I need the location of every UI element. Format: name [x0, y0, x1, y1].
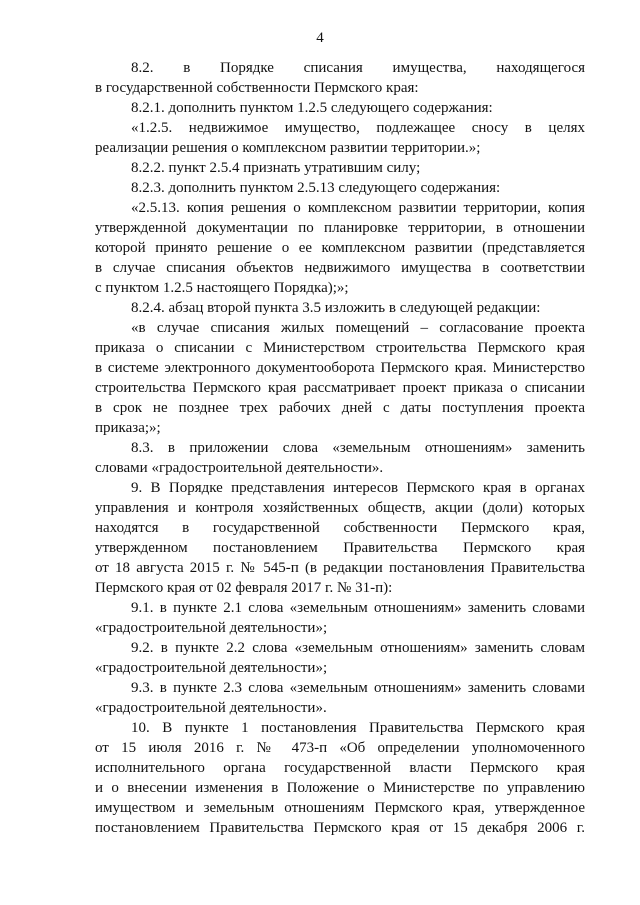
text-line: реализации решения о комплексном развитии территории.»; [95, 140, 481, 156]
text-line: находятся в государственной собственности Пермского края, [95, 520, 585, 536]
text-line: 8.2.2. пункт 2.5.4 признать утратившим силу; [131, 160, 421, 176]
paragraph-p-8-3 [95, 438, 585, 478]
text-line: 8.2.1. дополнить пунктом 1.2.5 следующего содержания: [131, 100, 493, 116]
paragraph-p-8-2 [95, 58, 585, 98]
paragraph-p-1-2-5 [95, 118, 585, 158]
page-number: 4 [316, 30, 324, 46]
text-line: в случае списания объектов недвижимого имущества в соответствии [95, 260, 585, 276]
document-body [95, 58, 585, 838]
text-line: словами «градостроительной деятельности». [95, 460, 384, 476]
text-line: которой принято решение о ее комплексном развитии (представляется [95, 240, 585, 256]
text-line: в системе электронного документооборота Пермского края. Министерство [95, 360, 585, 376]
text-line: Пермского края от 02 февраля 2017 г. № 31-п): [95, 580, 393, 596]
text-line: 8.2. в Порядке списания имущества, находящегося [131, 60, 585, 76]
text-line: 9. В Порядке представления интересов Пермского края в органах [131, 480, 585, 496]
paragraph-p-9-1 [95, 598, 585, 638]
text-line: приказа;»; [95, 420, 161, 436]
text-line: и о внесении изменения в Положение о Министерстве по управлению [95, 780, 585, 796]
text-line: от 15 июля 2016 г. № 473-п «Об определении уполномоченного [95, 740, 585, 756]
text-line: 9.2. в пункте 2.2 слова «земельным отношениям» заменить словам [131, 640, 585, 656]
text-line: «в случае списания жилых помещений – согласование проекта [131, 320, 585, 336]
text-line: «градостроительной деятельности»; [95, 660, 328, 676]
text-line: 10. В пункте 1 постановления Правительства Пермского края [131, 720, 585, 736]
text-line: управления и контроля хозяйственных обществ, акции (доли) которых [95, 500, 585, 516]
text-line: постановлением Правительства Пермского края от 15 декабря 2006 г. [95, 820, 585, 836]
paragraph-p-9-2 [95, 638, 585, 678]
text-line: 8.3. в приложении слова «земельным отношениям» заменить [131, 440, 585, 456]
text-line: в срок не позднее трех рабочих дней с даты поступления проекта [95, 400, 585, 416]
paragraph-p-2-5-13 [95, 198, 585, 298]
text-line: утвержденной документации по планировке территории, в отношении [95, 220, 585, 236]
text-line: 8.2.4. абзац второй пункта 3.5 изложить в следующей редакции: [131, 300, 541, 316]
text-line: имуществом и земельным отношениям Пермского края, утвержденное [95, 800, 585, 816]
text-line: «градостроительной деятельности». [95, 700, 327, 716]
paragraph-p-8-2-4 [95, 298, 585, 318]
paragraph-p-9-3 [95, 678, 585, 718]
text-line: исполнительного органа государственной власти Пермского края [95, 760, 585, 776]
paragraph-p-quote-3-5 [95, 318, 585, 438]
text-line: строительства Пермского края рассматривает проект приказа о списании [95, 380, 585, 396]
paragraph-p-8-2-3 [95, 178, 585, 198]
text-line: «1.2.5. недвижимое имущество, подлежащее сносу в целях [131, 120, 585, 136]
text-line: 8.2.3. дополнить пунктом 2.5.13 следующего содержания: [131, 180, 501, 196]
text-line: с пунктом 1.2.5 настоящего Порядка);»; [95, 280, 349, 296]
paragraph-p-10 [95, 718, 585, 838]
paragraph-p-9 [95, 478, 585, 598]
paragraph-p-8-2-1 [95, 98, 585, 118]
paragraph-p-8-2-2 [95, 158, 585, 178]
text-line: утвержденном постановлением Правительства Пермского края [95, 540, 585, 556]
text-line: «2.5.13. копия решения о комплексном развитии территории, копия [131, 200, 585, 216]
text-line: «градостроительной деятельности»; [95, 620, 328, 636]
text-line: приказа о списании с Министерством строительства Пермского края [95, 340, 585, 356]
text-line: 9.3. в пункте 2.3 слова «земельным отношениям» заменить словами [131, 680, 585, 696]
text-line: 9.1. в пункте 2.1 слова «земельным отношениям» заменить словами [131, 600, 585, 616]
text-line: в государственной собственности Пермского края: [95, 80, 419, 96]
text-line: от 18 августа 2015 г. № 545-п (в редакции постановления Правительства [95, 560, 585, 576]
